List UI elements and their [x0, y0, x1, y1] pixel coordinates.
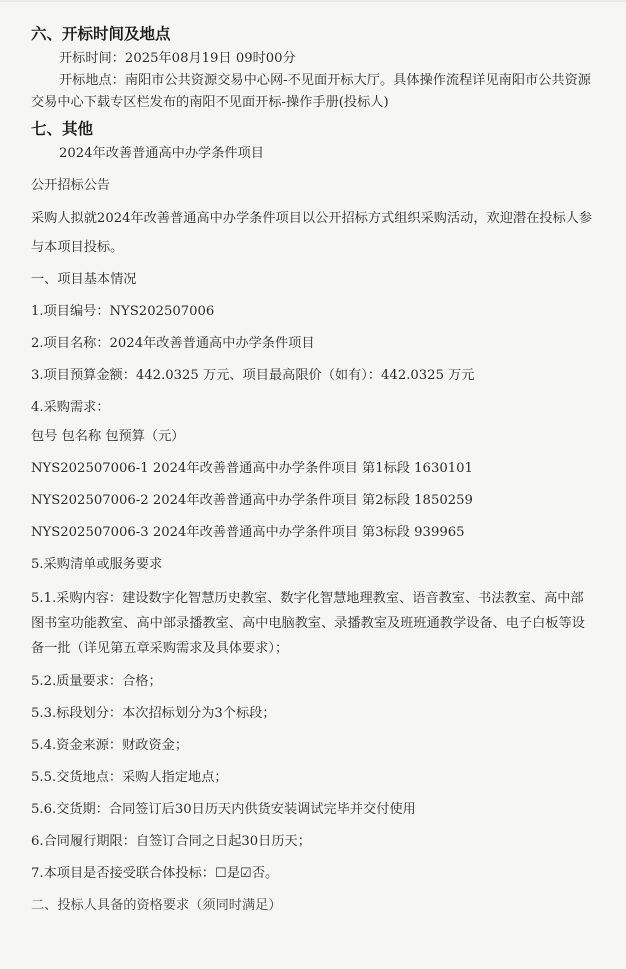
quality-requirement: 5.2.质量要求：合格； — [31, 674, 162, 689]
qualification-heading: 二、投标人具备的资格要求（须同时满足） — [31, 898, 282, 913]
intro-paragraph: 采购人拟就2024年改善普通高中办学条件项目以公开招标方式组织采购活动，欢迎潜在投标人参与本项目投标。 — [31, 211, 593, 255]
basic-info-heading: 一、项目基本情况 — [31, 272, 137, 287]
delivery-location: 5.5.交货地点：采购人指定地点； — [31, 770, 228, 785]
section7-heading: 七、其他 — [31, 120, 94, 138]
notice-title: 公开招标公告 — [31, 178, 111, 193]
page-top-edge — [0, 0, 626, 2]
section6-heading: 六、开标时间及地点 — [31, 25, 171, 43]
project-budget: 3.项目预算金额：442.0325 万元、项目最高限价（如有）：442.0325 万元 — [31, 368, 475, 383]
funding-source: 5.4.资金来源：财政资金； — [31, 738, 189, 753]
project-title-line: 2024年改善普通高中办学条件项目 — [59, 146, 264, 161]
package-row: NYS202507006-1 2024年改善普通高中办学条件项目 第1标段 1630101 — [31, 461, 473, 476]
procurement-needs: 4.采购需求： — [31, 400, 110, 415]
open-place-paragraph: 开标地点：南阳市公共资源交易中心网-不见面开标大厅。具体操作流程详见南阳市公共资源交易中心下载专区栏发布的南阳不见面开标-操作手册(投标人) — [31, 73, 591, 110]
package-row: NYS202507006-2 2024年改善普通高中办学条件项目 第2标段 1850259 — [31, 493, 473, 508]
consortium-bidding: 7.本项目是否接受联合体投标：☐是☑否。 — [31, 866, 279, 881]
project-number: 1.项目编号：NYS202507006 — [31, 304, 215, 319]
package-row: NYS202507006-3 2024年改善普通高中办学条件项目 第3标段 939965 — [31, 525, 465, 540]
service-requirements-heading: 5.采购清单或服务要求 — [31, 557, 163, 572]
lot-division: 5.3.标段划分：本次招标划分为3个标段； — [31, 706, 276, 721]
open-time-line: 开标时间：2025年08月19日 09时00分 — [59, 51, 296, 66]
contract-period: 6.合同履行期限：自签订合同之日起30日历天； — [31, 834, 311, 849]
package-table-header: 包号 包名称 包预算（元） — [31, 429, 185, 444]
delivery-period: 5.6.交货期：合同签订后30日历天内供货安装调试完毕并交付使用 — [31, 802, 416, 817]
procurement-content-paragraph: 5.1.采购内容：建设数字化智慧历史教室、数字化智慧地理教室、语音教室、书法教室、高中部图书室功能教室、高中部录播教室、高中电脑教室、录播教室及班班通教学设备、电子白板等设备一批（详见第五章采购需求及具体要求）； — [31, 591, 585, 656]
project-name: 2.项目名称：2024年改善普通高中办学条件项目 — [31, 336, 315, 351]
